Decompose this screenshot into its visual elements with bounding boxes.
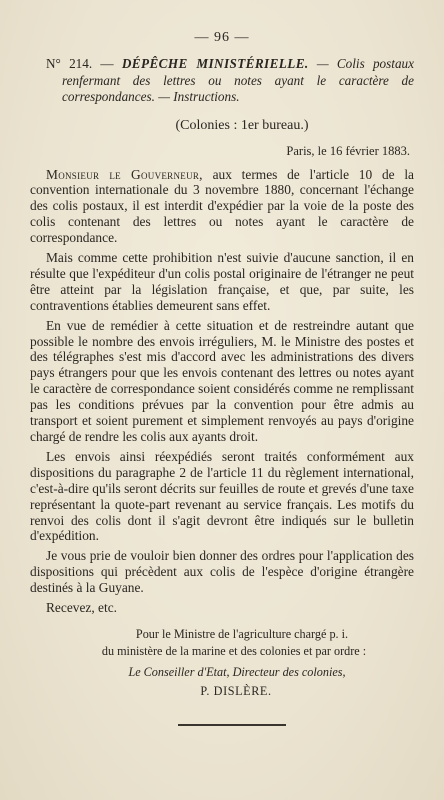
document-description: — Colis postaux renfermant des lettres ou notes ayant le caractère de correspondances. — Instructions. [62, 56, 414, 104]
header-dash: — [92, 56, 122, 71]
document-title: DÉPÊCHE MINISTÉRIELLE. [121, 56, 309, 71]
signatory-name: P. DISLÈRE. [200, 684, 272, 699]
paragraph-4: Les envois ainsi réexpédiés seront traités conformément aux dispositions du paragraphe 2 de l'article 11 du règlement international, c'est-à-dire qu'ils seront décrits sur feuilles de route et grevés d'une taxe représentant la quote-part revenant au service français. Les motifs du renvoi des colis dont il s'agit devront être indiqués sur le bulletin d'expédition. [30, 448, 414, 544]
signature-line-1: Pour le Ministre de l'agriculture chargé p. i. [135, 627, 349, 642]
closing-formula: Recevez, etc. [46, 600, 117, 616]
bureau-subheading: (Colonies : 1er bureau.) [175, 117, 309, 133]
page-number: — 96 — [194, 30, 250, 45]
paragraph-2: Mais comme cette prohibition n'est suivie d'aucune sanction, il en résulte que l'expéditeur d'un colis postal originaire de l'étranger ne peut être atteint par la législation française, et que, par suite, les contraventions établies demeurent sans effet. [30, 250, 414, 313]
document-header [46, 56, 414, 106]
document-number: N° 214. [46, 56, 93, 71]
document-date: Paris, le 16 février 1883. [286, 143, 410, 158]
salutation: Monsieur le Gouverneur, [46, 166, 203, 182]
paragraph-1 [30, 167, 414, 247]
paragraph-5: Je vous prie de vouloir bien donner des ordres pour l'application des dispositions qui précèdent aux colis de l'espèce d'origine étrangère destinés à la Guyane. [30, 548, 414, 596]
signature-line-2: du ministère de la marine et des colonies et par ordre : [101, 644, 367, 659]
signature-title: Le Conseiller d'Etat, Directeur des colonies, [128, 665, 346, 680]
paragraph-1-text: aux termes de l'article 10 de la convention internationale du 3 novembre 1880, concernant l'échange des colis postaux, il est interdit d'expédier par la voie de la poste des colis contenant des lettres ou notes ayant le caractère de correspondance. [30, 166, 414, 246]
closing-rule [178, 724, 286, 726]
paragraph-3: En vue de remédier à cette situation et de restreindre autant que possible le nombre des envois irréguliers, M. le Ministre des postes et des télégraphes s'est mis d'accord avec les administrations des divers pays étrangers pour que les envois contenant des lettres ou notes ayant le caractère de correspondance soient considérés comme ne remplissant pas les conditions prévues par la convention pour être admis au transport et soient purement et simplement renvoyés au pays d'origine chargé de rendre les colis aux ayants droit. [30, 317, 414, 444]
